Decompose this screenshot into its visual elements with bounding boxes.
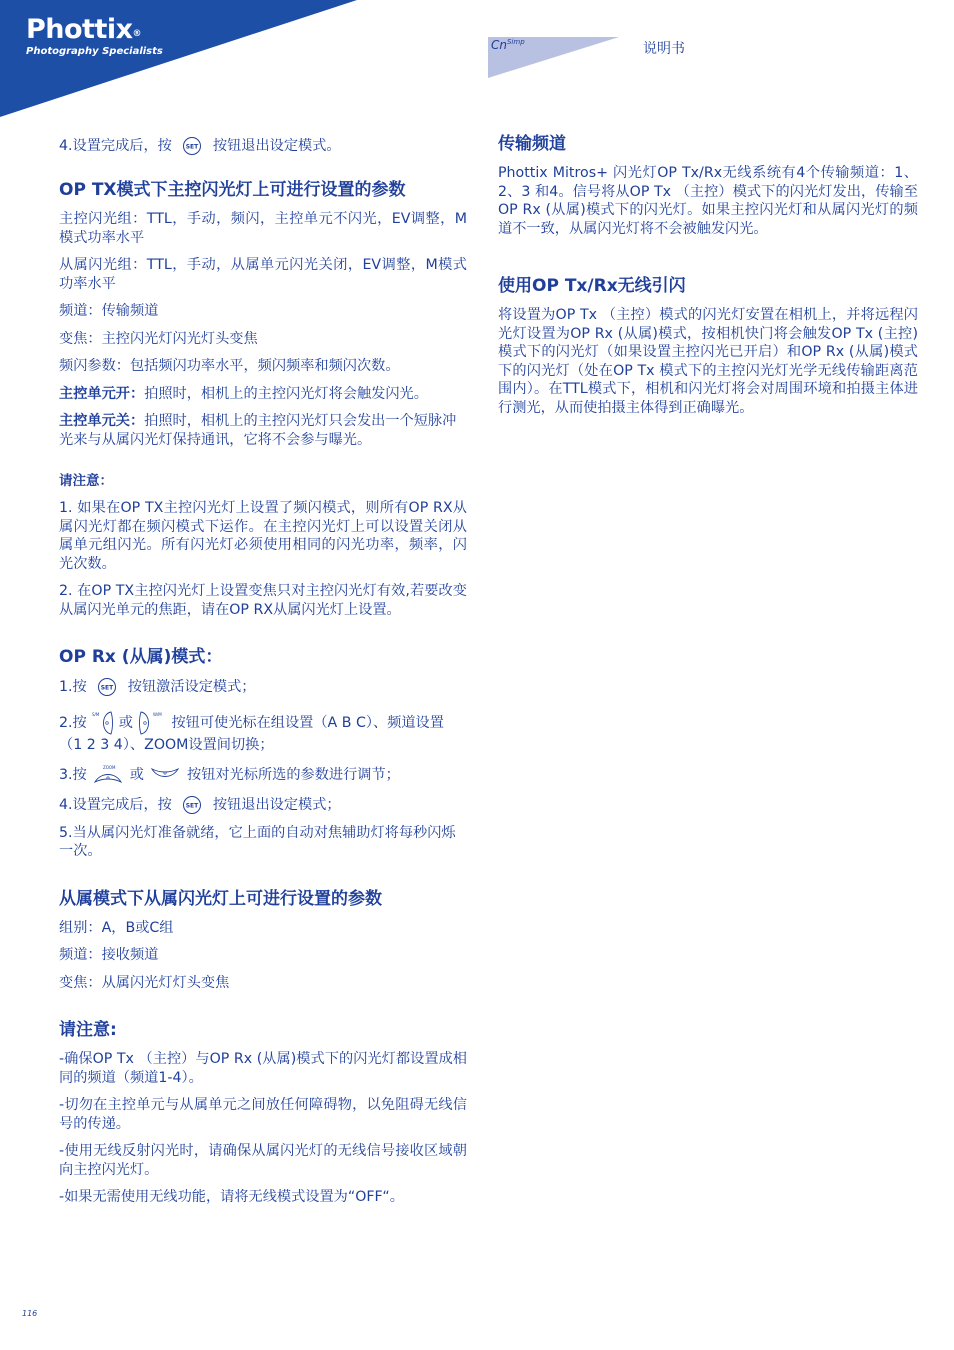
set-button-icon <box>182 795 202 815</box>
tx-multi-params: 频闪参数：包括频闪功率水平，频闪频率和频闪次数。 <box>59 358 400 374</box>
brand-name: Phottix <box>26 14 133 45</box>
master-off-label: 主控单元关： <box>59 413 145 429</box>
tx-zoom: 变焦：主控闪光灯闪光灯头变焦 <box>59 330 258 347</box>
note-wireless-off: -如果无需使用无线功能，请将无线模式设置为“OFF“。 <box>59 1189 404 1205</box>
tx-settings-heading: OP TX模式下主控闪光灯上可进行设置的参数 <box>59 180 406 200</box>
svg-text:S/M: S/M <box>91 712 100 717</box>
brand-tagline: Photography Specialists <box>26 46 163 57</box>
svg-text:W/M: W/M <box>152 712 162 717</box>
rx-step-4: 4.设置完成后，按 SET 按钮退出设定模式； <box>59 796 341 813</box>
zoom-icon-label: ZOOM <box>103 764 116 770</box>
note-same-channel: -确保OP Tx （主控）与OP Rx (从属)模式下的闪光灯都设置成相同的频道（频道1-4）。 <box>59 1051 467 1086</box>
tx-master-group: 主控闪光组：TTL，手动，频闪，主控单元不闪光，EV调整，M模式功率水平 <box>59 211 467 246</box>
tx-master-off: 主控单元关：拍照时，相机上的主控闪光灯只会发出一个短脉冲光来与从属闪光灯保持通讯，它将不会参与曝光。 <box>59 413 457 448</box>
language-variant: Simp <box>506 38 525 46</box>
down-arrow-button-icon <box>150 764 180 786</box>
page-number: 116 <box>22 1309 38 1318</box>
master-on-label: 主控单元开： <box>59 385 145 402</box>
brand-logo <box>26 14 163 58</box>
tx-channel: 频道：传输频道 <box>59 303 159 319</box>
set-button-icon <box>97 677 117 697</box>
brand-registered-mark: ® <box>132 29 142 39</box>
up-arrow-button-icon <box>93 764 123 786</box>
tx-slave-group: 从属闪光组：TTL，手动，从属单元闪光关闭，EV调整，M模式功率水平 <box>59 257 467 292</box>
wireless-heading: 使用OP Tx/Rx无线引闪 <box>498 276 686 296</box>
channel-heading: 传输频道 <box>498 134 566 154</box>
right-column <box>498 133 918 426</box>
language-code: $Cn^{Simp}$ <box>491 38 525 52</box>
left-arrow-button-icon <box>89 710 117 736</box>
rx-step-3: 3.按 ZOOM 或 按钮对光标所选的参数进行调节； <box>59 764 467 786</box>
rx-mode-heading: OP Rx (从属)模式： <box>59 647 223 667</box>
document-label: 说明书 <box>643 41 685 57</box>
rx-step-2: 2.按 S/M 或 W/M 按钮可使光标在组设置（A B C）、频道设置（1 2 3 4）、ZOOM设置间切换； <box>59 712 444 753</box>
rx-step-5: 5.当从属闪光灯准备就绪，它上面的自动对焦辅助灯将每秒闪烁一次。 <box>59 824 456 859</box>
left-column <box>59 136 467 1216</box>
slave-group: 组别：A，B或C组 <box>59 919 174 936</box>
note-no-obstacles: -切勿在主控单元与从属单元之间放任何障碍物，以免阻碍无线信号的传递。 <box>59 1097 467 1132</box>
slave-channel: 频道：接收频道 <box>59 947 159 963</box>
svg-text:SET: SET <box>100 684 114 692</box>
tx-master-on: 主控单元开：拍照时，相机上的主控闪光灯将会触发闪光。 <box>59 385 428 402</box>
note-multi-mode: 1. 如果在OP TX主控闪光灯上设置了频闪模式，则所有OP RX从属闪光灯都在频闪模式下运作。在主控闪光灯上可以设置关闭从属单元组闪光。所有闪光灯必须使用相同的闪光功率，频率，闪光次数。 <box>59 500 467 572</box>
svg-text:SET: SET <box>186 801 199 809</box>
slave-settings-heading: 从属模式下从属闪光灯上可进行设置的参数 <box>59 888 382 909</box>
right-arrow-button-icon <box>135 710 165 736</box>
step-4-exit: 4.设置完成后，按 SET 按钮退出设定模式。 <box>59 138 341 154</box>
wireless-text: 将设置为OP Tx （主控）模式的闪光灯安置在相机上，并将远程闪光灯设置为OP Rx (从属)模式，按相机快门将会触发OP Tx (主控) 模式下的闪光灯（如果设置主控闪光已开启）和OP Rx (从属)模式下的闪光灯（处在OP Tx 模式下的主控闪光灯光学无线传输距离范围内）。在TTL模式下，相机和闪光灯将会对周围环境和拍摄主体进行测光，从而使拍摄主体得到正确曝光。 <box>498 307 918 416</box>
set-button-icon <box>182 136 202 156</box>
channel-text: Phottix Mitros+ 闪光灯OP Tx/Rx无线系统有4个传输频道：1、2、3 和4。信号将从OP Tx （主控）模式下的闪光灯发出，传输至OP Rx (从属)模式下的闪光灯。如果主控闪光灯和从属闪光灯的频道不一致，从属闪光灯将不会被触发闪光。 <box>498 165 918 237</box>
note-zoom: 2. 在OP TX主控闪光灯上设置变焦只对主控闪光灯有效,若要改变从属闪光单元的焦距，请在OP RX从属闪光灯上设置。 <box>59 583 467 618</box>
set-icon-label: SET <box>186 143 199 151</box>
note-heading: 请注意： <box>59 473 113 489</box>
note-bounce-flash: -使用无线反射闪光时，请确保从属闪光灯的无线信号接收区域朝向主控闪光灯。 <box>59 1143 467 1178</box>
note-2-heading: 请注意: <box>59 1020 117 1040</box>
slave-zoom: 变焦：从属闪光灯灯头变焦 <box>59 974 230 991</box>
rx-step-1: 1.按 SET 按钮激活设定模式； <box>59 679 256 695</box>
